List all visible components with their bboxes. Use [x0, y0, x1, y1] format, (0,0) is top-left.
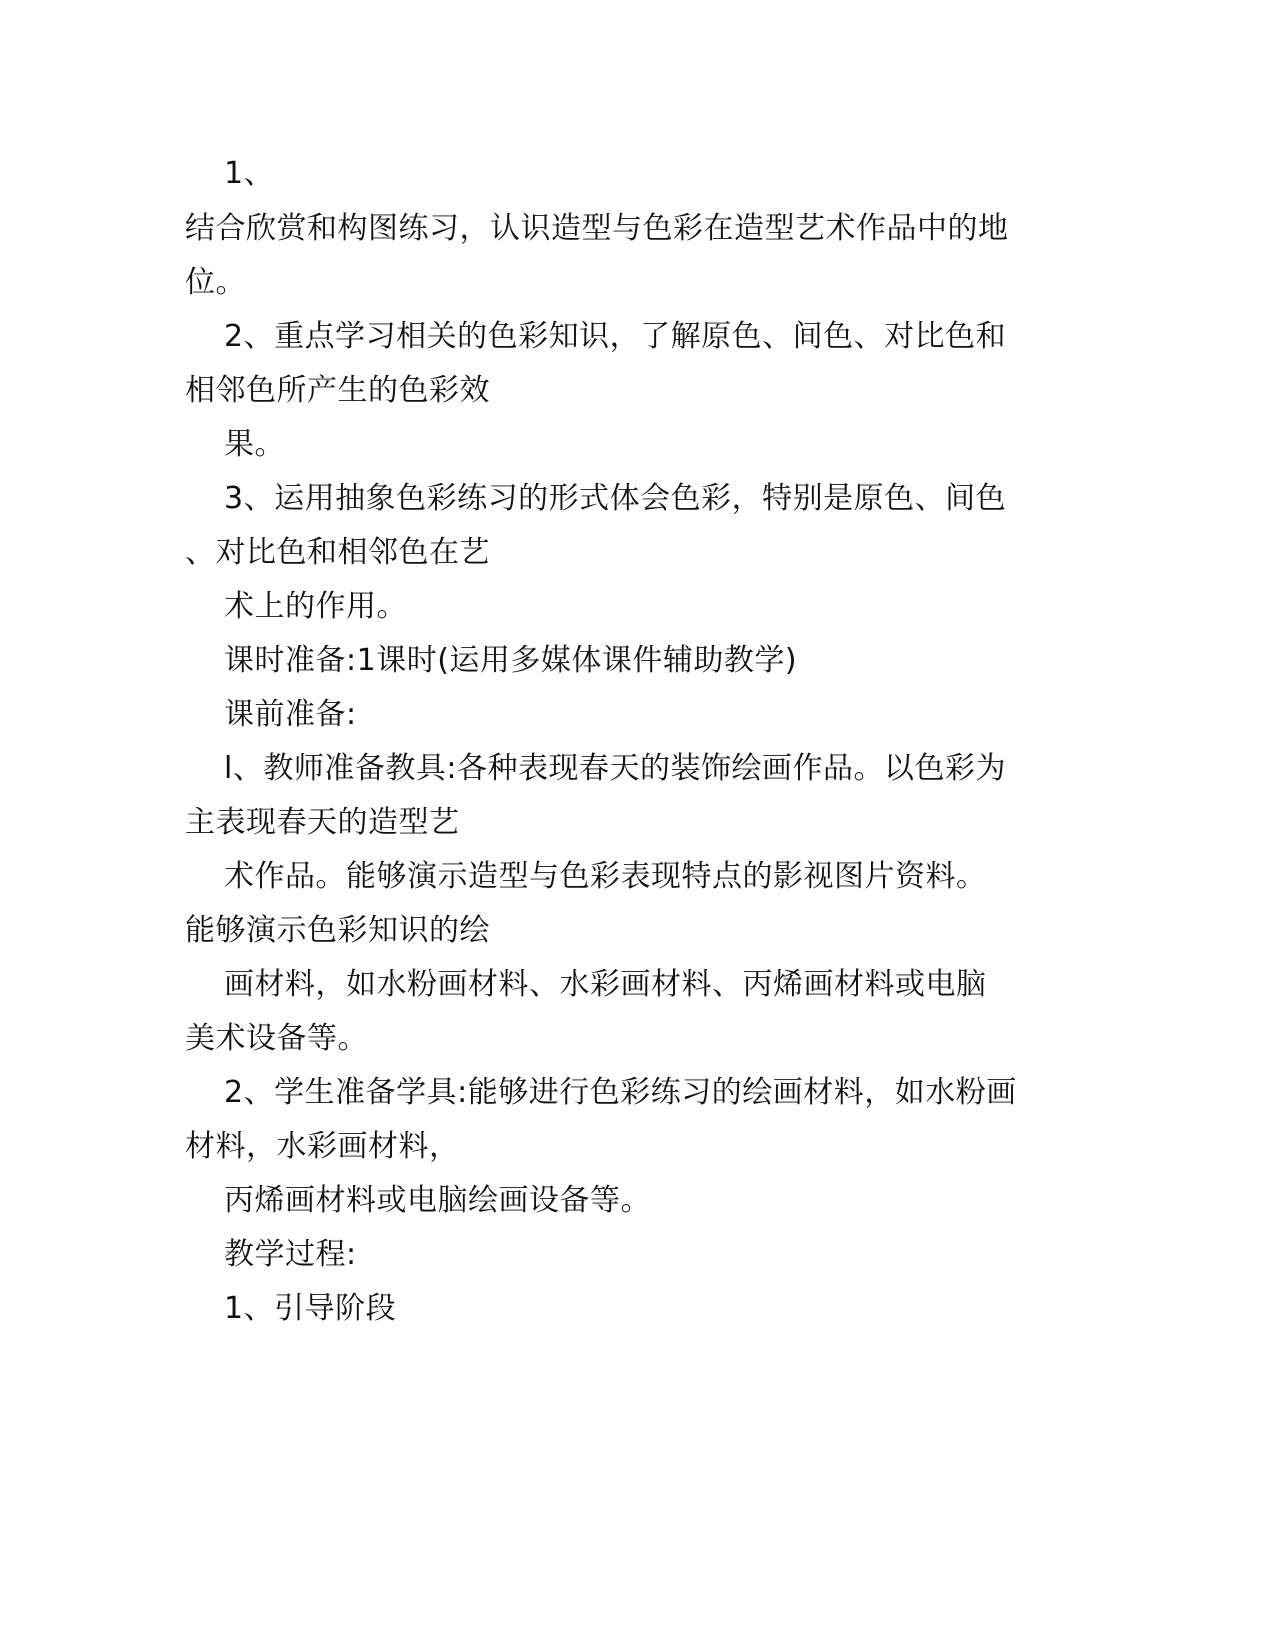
text-line: 课前准备:: [224, 697, 357, 732]
text-line: 术作品。能够演示造型与色彩表现特点的影视图片资料。: [224, 859, 987, 894]
text-line: 材料，水彩画材料，: [185, 1129, 460, 1164]
text-line: 1、引导阶段: [224, 1291, 397, 1326]
text-line: l、教师准备教具:各种表现春天的装饰绘画作品。以色彩为: [224, 751, 1006, 786]
text-line: 相邻色所产生的色彩效: [185, 373, 490, 408]
text-line: 课时准备:1课时(运用多媒体课件辅助教学): [224, 643, 798, 678]
text-line: 美术设备等。: [185, 1021, 368, 1056]
text-line: 丙烯画材料或电脑绘画设备等。: [224, 1183, 651, 1218]
text-line: 果。: [224, 427, 285, 462]
text-line: 术上的作用。: [224, 589, 407, 624]
text-line: 主表现春天的造型艺: [185, 805, 460, 840]
text-line: 能够演示色彩知识的绘: [185, 913, 490, 948]
text-line: 结合欣赏和构图练习，认识造型与色彩在造型艺术作品中的地: [185, 211, 1009, 246]
text-line: 2、学生准备学具:能够进行色彩练习的绘画材料，如水粉画: [224, 1075, 1017, 1110]
text-line: 1、: [224, 156, 275, 191]
text-line: 、对比色和相邻色在艺: [185, 535, 490, 570]
text-line: 位。: [185, 265, 246, 300]
text-line: 3、运用抽象色彩练习的形式体会色彩，特别是原色、间色: [224, 481, 1007, 516]
text-line: 教学过程:: [224, 1237, 357, 1272]
text-line: 画材料，如水粉画材料、水彩画材料、丙烯画材料或电脑: [224, 967, 987, 1002]
text-line: 2、重点学习相关的色彩知识，了解原色、间色、对比色和: [224, 319, 1007, 354]
